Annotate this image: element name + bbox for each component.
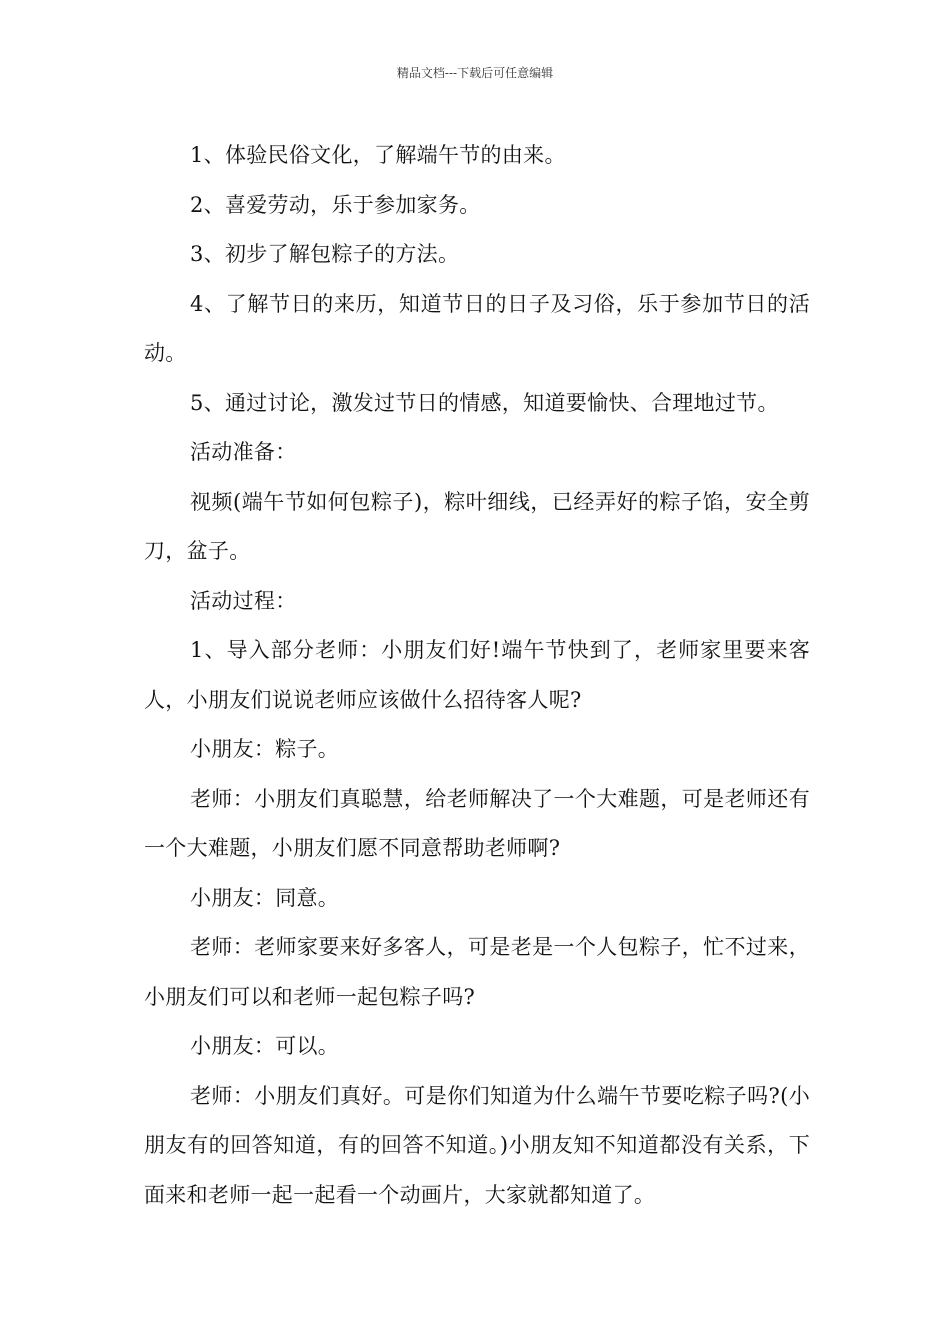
dialogue-paragraph: 小朋友：同意。 <box>190 885 340 910</box>
dialogue-paragraph: 老师：小朋友们真聪慧，给老师解决了一个大难题，可是老师还有一个大难题，小朋友们愿不同意帮助老师啊? <box>144 786 810 860</box>
dialogue-paragraph: 1、导入部分老师：小朋友们好!端午节快到了，老师家里要来客人，小朋友们说说老师应该做什么招待客人呢? <box>144 638 810 712</box>
dialogue-paragraph: 老师：小朋友们真好。可是你们知道为什么端午节要吃粽子吗?(小朋友有的回答知道，有的回答不知道。)小朋友知不知道都没有关系，下面来和老师一起一起看一个动画片，大家就都知道了。 <box>144 1083 810 1207</box>
page-header: 精品文档---下载后可任意编辑 <box>396 66 554 80</box>
dialogue-paragraph: 小朋友：粽子。 <box>190 737 340 761</box>
dialogue-paragraph: 小朋友：可以。 <box>190 1034 340 1058</box>
preparation-materials: 视频(端午节如何包粽子)，粽叶细线，已经弄好的粽子馅，安全剪刀，盆子。 <box>144 489 810 563</box>
objective-5: 5、通过讨论，激发过节日的情感，知道要愉快、合理地过节。 <box>190 390 779 415</box>
dialogue-paragraph: 老师：老师家要来好多客人，可是老是一个人包粽子，忙不过来，小朋友们可以和老师一起包粽子吗? <box>144 935 810 1009</box>
document-body <box>144 131 810 1220</box>
objective-4: 4、了解节日的来历，知道节日的日子及习俗，乐于参加节日的活动。 <box>144 291 810 365</box>
section-heading-process: 活动过程： <box>190 588 297 613</box>
objective-3: 3、初步了解包粽子的方法。 <box>190 242 460 266</box>
section-heading-preparation: 活动准备： <box>190 440 297 464</box>
objective-1: 1、体验民俗文化，了解端午节的由来。 <box>190 143 566 167</box>
objective-2: 2、喜爱劳动，乐于参加家务。 <box>190 192 481 217</box>
